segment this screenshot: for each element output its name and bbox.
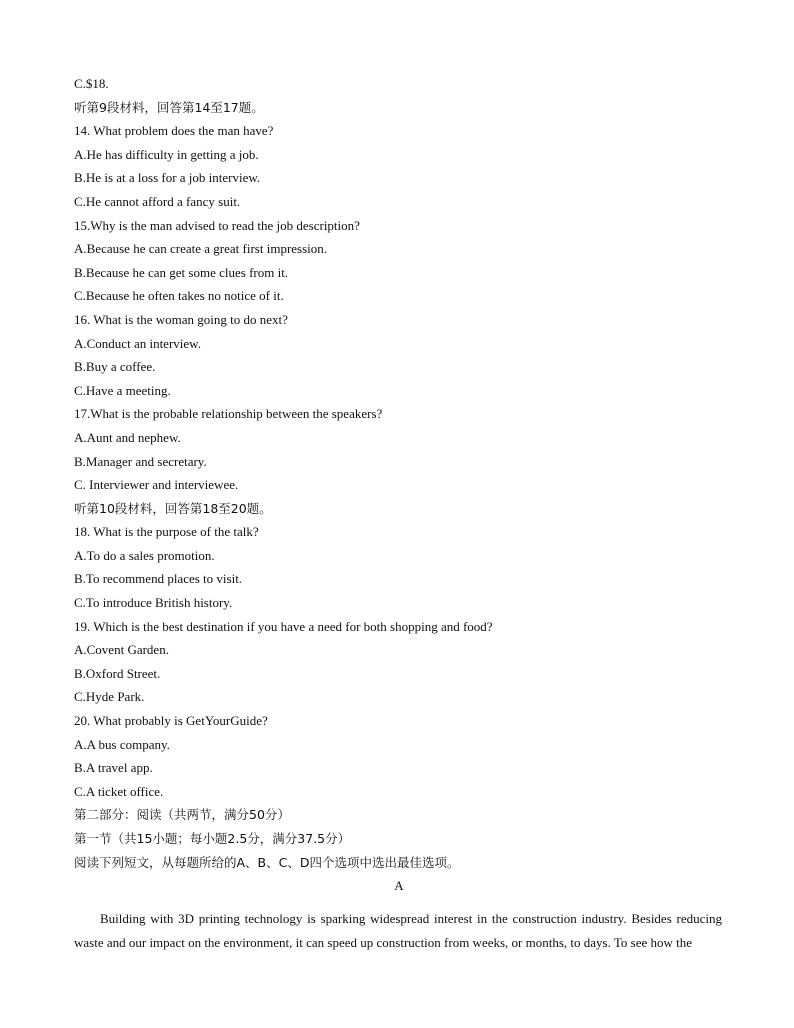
option-c-q16: C.Have a meeting. [74, 382, 171, 398]
option-b-q18: B.To recommend places to visit. [74, 571, 243, 587]
option-b-q14: B.He is at a loss for a job interview. [74, 170, 261, 186]
option-b-q16: B.Buy a coffee. [74, 359, 156, 375]
option-c-q20: C.A ticket office. [74, 783, 164, 799]
section-instruction-material-10: 听第10段材料，回答第18至20题。 [74, 500, 272, 516]
option-a-q15: A.Because he can create a great first impression. [74, 241, 328, 257]
question-18: 18. What is the purpose of the talk? [74, 524, 259, 540]
option-c-q17: C. Interviewer and interviewee. [74, 477, 239, 493]
option-c-q13: C.$18. [74, 76, 109, 91]
option-b-q20: B.A travel app. [74, 760, 153, 776]
question-20: 20. What probably is GetYourGuide? [74, 713, 268, 729]
question-16: 16. What is the woman going to do next? [74, 311, 288, 327]
option-a-q17: A.Aunt and nephew. [74, 429, 181, 445]
question-list [74, 72, 724, 898]
option-b-q15: B.Because he can get some clues from it. [74, 264, 289, 280]
option-a-q20: A.A bus company. [74, 736, 170, 752]
option-c-q19: C.Hyde Park. [74, 689, 145, 705]
question-17: 17.What is the probable relationship between the speakers? [74, 406, 383, 422]
option-c-q15: C.Because he often takes no notice of it. [74, 288, 284, 304]
question-19: 19. Which is the best destination if you have a need for both shopping and food? [74, 618, 493, 634]
passage-label: A [394, 878, 404, 894]
question-15: 15.Why is the man advised to read the job description? [74, 217, 360, 233]
option-a-q14: A.He has difficulty in getting a job. [74, 146, 259, 162]
passage-a-text: Building with 3D printing technology is sparking widespread interest in the construction industry. Besides reducing waste and our impact on the environment, it can speed up construction from weeks, or months, to days. To see how the [74, 911, 722, 950]
section-one-heading: 第一节（共15小题；每小题2.5分，满分37.5分） [74, 831, 351, 846]
question-14: 14. What problem does the man have? [74, 123, 274, 139]
option-b-q17: B.Manager and secretary. [74, 453, 207, 469]
option-a-q18: A.To do a sales promotion. [74, 547, 215, 563]
part-two-heading: 第二部分：阅读（共两节，满分50分） [74, 807, 290, 823]
section-instruction-material-9: 听第9段材料，回答第14至17题。 [74, 99, 264, 115]
option-c-q14: C.He cannot afford a fancy suit. [74, 193, 241, 209]
option-a-q16: A.Conduct an interview. [74, 335, 201, 351]
option-a-q19: A.Covent Garden. [74, 642, 169, 658]
option-b-q19: B.Oxford Street. [74, 665, 161, 681]
reading-instruction: 阅读下列短文，从每题所给的A、B、C、D四个选项中选出最佳选项。 [74, 854, 460, 870]
option-c-q18: C.To introduce British history. [74, 595, 233, 611]
